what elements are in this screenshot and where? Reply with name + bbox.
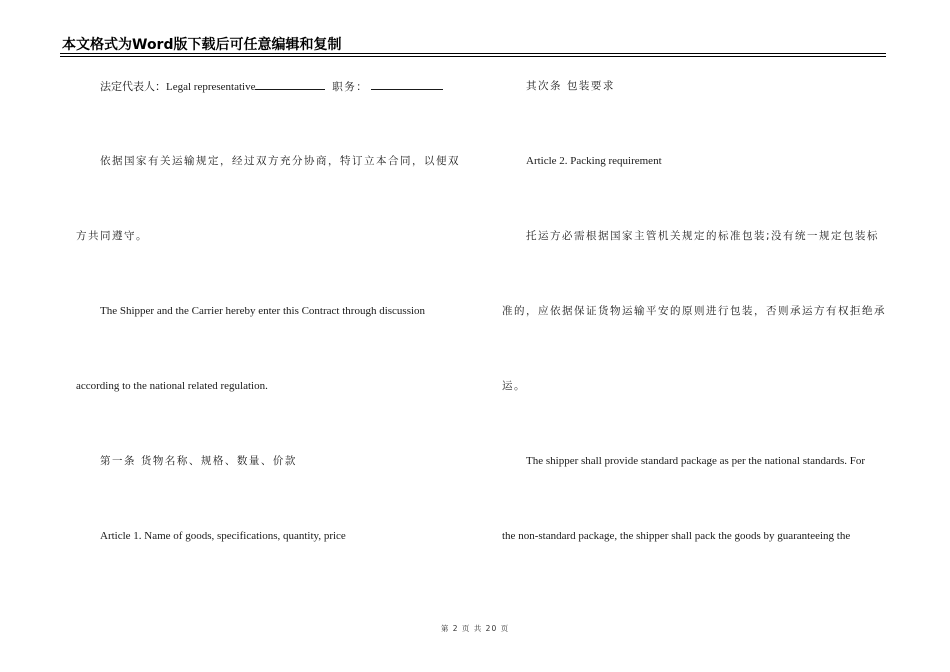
packing-en-line-2: the non-standard package, the shipper shall pack the goods by guaranteeing the xyxy=(502,530,851,542)
legal-representative-label: 法定代表人：Legal representative xyxy=(100,81,256,93)
article-2-heading-en: Article 2. Packing requirement xyxy=(526,155,662,167)
preamble-en-line-1: The Shipper and the Carrier hereby enter this Contract through discussion xyxy=(100,305,426,317)
packing-cn-line-3: 运。 xyxy=(502,380,526,392)
preamble-en-line-2: according to the national related regulation. xyxy=(76,380,268,392)
article-1-heading-cn: 第一条 货物名称、规格、数量、价款 xyxy=(100,455,297,467)
document-header-title: 本文格式为Word版下载后可任意编辑和复制 xyxy=(62,37,342,53)
position-label: 职务： xyxy=(332,81,369,93)
packing-en-line-1: The shipper shall provide standard package as per the national standards. For xyxy=(526,455,866,467)
article-2-heading-cn: 其次条 包装要求 xyxy=(526,80,615,92)
legal-representative-line xyxy=(100,79,443,94)
page-number-footer: 第 2 页 共 20 页 xyxy=(440,624,510,633)
packing-cn-line-1: 托运方必需根据国家主管机关规定的标准包装;没有统一规定包装标 xyxy=(526,230,880,242)
position-blank xyxy=(371,79,443,90)
header-rule xyxy=(60,53,886,54)
preamble-cn-line-2: 方共同遵守。 xyxy=(76,230,148,242)
packing-cn-line-2: 准的，应依据保证货物运输平安的原则进行包装，否则承运方有权拒绝承 xyxy=(502,305,886,317)
legal-representative-blank xyxy=(255,79,325,90)
preamble-cn-line-1: 依据国家有关运输规定，经过双方充分协商，特订立本合同，以便双 xyxy=(100,155,460,167)
header-rule-secondary xyxy=(60,56,886,57)
article-1-heading-en: Article 1. Name of goods, specifications, quantity, price xyxy=(100,530,346,542)
